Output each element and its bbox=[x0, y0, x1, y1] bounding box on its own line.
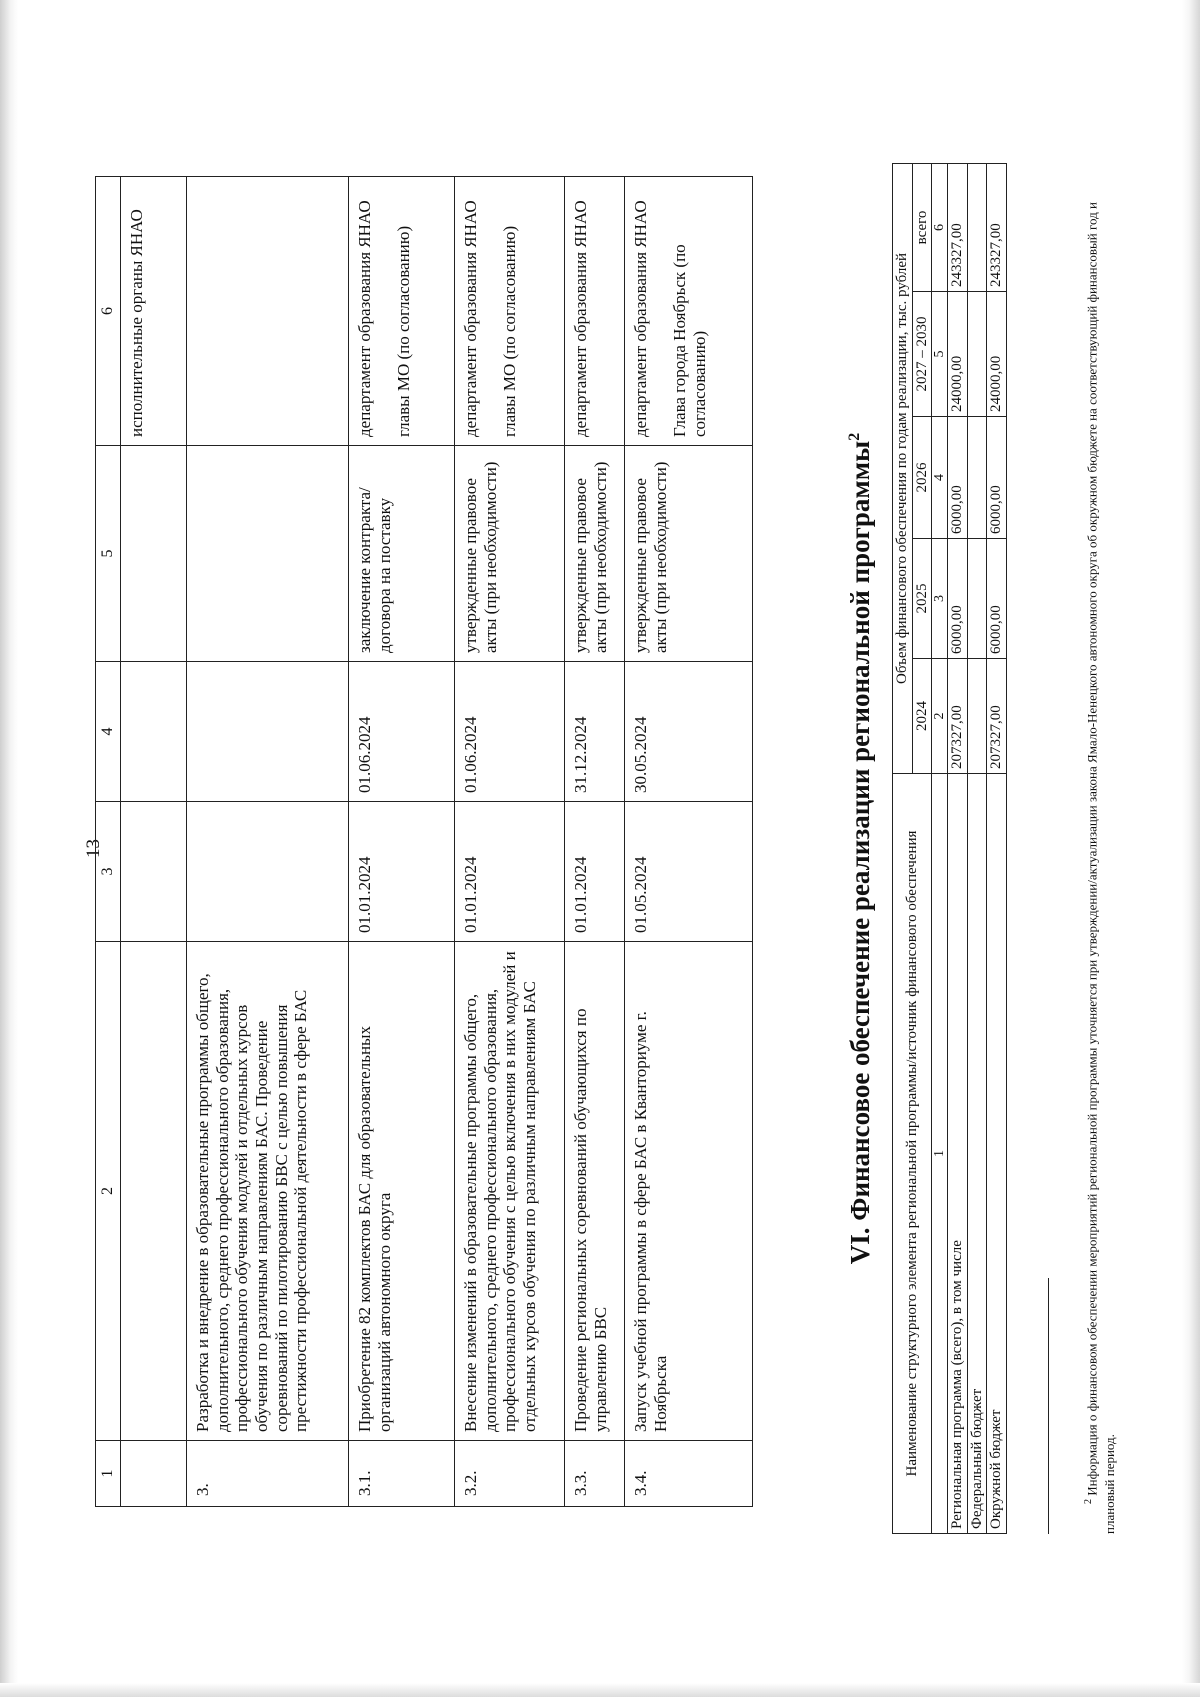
plan-col-header: 2 bbox=[96, 942, 121, 1441]
fin-source-name: Региональная программа (всего), в том числе bbox=[948, 774, 968, 1534]
plan-col-header: 5 bbox=[96, 446, 121, 662]
col-number: 2 bbox=[932, 659, 948, 774]
table-row bbox=[987, 163, 1007, 1533]
row-number: 3.2. bbox=[455, 1441, 565, 1507]
responsible-primary: департамент образования ЯНАО bbox=[631, 200, 651, 437]
plan-header-row bbox=[96, 177, 121, 1507]
section-title bbox=[845, 0, 876, 1697]
fin-value: 207327,00 bbox=[987, 659, 1007, 774]
plan-table bbox=[95, 176, 753, 1507]
table-row bbox=[948, 163, 968, 1533]
fin-source-name: Окружной бюджет bbox=[987, 774, 1007, 1534]
table-row bbox=[565, 177, 625, 1507]
footnote bbox=[1082, 164, 1118, 1534]
start-date: 01.05.2024 bbox=[625, 802, 753, 942]
financing-table bbox=[892, 163, 1007, 1534]
fin-value bbox=[967, 417, 987, 539]
fin-value: 6000,00 bbox=[948, 417, 968, 539]
responsible-cell: исполнительные органы ЯНАО bbox=[121, 177, 187, 446]
row-number: 3.1. bbox=[349, 1441, 455, 1507]
col-number: 1 bbox=[932, 774, 948, 1534]
fin-value: 243327,00 bbox=[948, 163, 968, 291]
result-cell: заключение контракта/договора на поставку bbox=[349, 446, 455, 662]
result-cell bbox=[187, 446, 349, 662]
fin-value: 207327,00 bbox=[948, 659, 968, 774]
start-date: 01.01.2024 bbox=[455, 802, 565, 942]
page-number: 13 bbox=[83, 839, 104, 858]
activity-cell: Проведение региональных соревнований обучающихся по управлению БВС bbox=[565, 942, 625, 1441]
row-number: 3.3. bbox=[565, 1441, 625, 1507]
responsible-cell bbox=[187, 177, 349, 446]
fin-header-row bbox=[893, 163, 913, 1533]
responsible-cell bbox=[455, 177, 565, 446]
row-number: 3. bbox=[187, 1441, 349, 1507]
fin-group-header: Объем финансового обеспечения по годам реализации, тыс. рублей bbox=[893, 163, 913, 773]
end-date: 01.06.2024 bbox=[349, 662, 455, 802]
activity-cell: Разработка и внедрение в образовательные программы общего, дополнительного, среднего профессионального образования, профессионального обучения модулей и отдельных курсов обучения по различным направлениям БАС. Проведение соревнований по пилотированию БВС с целью повышения престижности профессиональной деятельности в сфере БАС bbox=[187, 942, 349, 1441]
col-number: 4 bbox=[932, 417, 948, 539]
fin-name-header: Наименование структурного элемента региональной программы/источник финансового обеспечения bbox=[893, 774, 932, 1534]
col-number: 6 bbox=[932, 163, 948, 291]
plan-col-header: 1 bbox=[96, 1441, 121, 1507]
fin-col-numbers-row bbox=[932, 163, 948, 1533]
responsible-secondary: главы МО (по согласованию) bbox=[500, 225, 520, 437]
table-row bbox=[187, 177, 349, 1507]
fin-value bbox=[967, 659, 987, 774]
footnote-divider bbox=[1048, 1278, 1049, 1534]
fin-value bbox=[967, 539, 987, 659]
activity-cell: Запуск учебной программы в сфере БАС в Кванториуме г. Ноябрьска bbox=[625, 942, 753, 1441]
result-cell: утвержденные правовое акты (при необходимости) bbox=[455, 446, 565, 662]
plan-col-header: 4 bbox=[96, 662, 121, 802]
table-row bbox=[349, 177, 455, 1507]
end-date: 01.06.2024 bbox=[455, 662, 565, 802]
result-cell: утвержденные правовое акты (при необходимости) bbox=[625, 446, 753, 662]
plan-col-header: 3 bbox=[96, 802, 121, 942]
fin-source-name: Федеральный бюджет bbox=[967, 774, 987, 1534]
responsible-secondary: Глава города Ноябрьск (по согласованию) bbox=[670, 244, 710, 437]
footnote-text: Информация о финансовом обеспечении мероприятий региональной программы уточняется при утверждении/актуализации закона Ямало-Ненецкого автономного округа об окружном бюджете на соответствующий финансовый год и плановый период. bbox=[1084, 202, 1117, 1534]
start-date: 01.01.2024 bbox=[565, 802, 625, 942]
year-header: 2027 – 2030 bbox=[912, 292, 932, 417]
col-number: 5 bbox=[932, 292, 948, 417]
year-header: 2026 bbox=[912, 417, 932, 539]
responsible-primary: департамент образования ЯНАО bbox=[461, 200, 481, 437]
responsible-secondary: главы МО (по согласованию) bbox=[394, 225, 414, 437]
end-date: 31.12.2024 bbox=[565, 662, 625, 802]
table-row bbox=[121, 177, 187, 1507]
fin-value: 24000,00 bbox=[948, 292, 968, 417]
responsible-cell bbox=[349, 177, 455, 446]
footnote-reference: 2 bbox=[846, 432, 863, 441]
total-header: всего bbox=[912, 163, 932, 291]
fin-value: 6000,00 bbox=[948, 539, 968, 659]
activity-cell: Приобретение 82 комплектов БАС для образовательных организаций автономного округа bbox=[349, 942, 455, 1441]
row-number: 3.4. bbox=[625, 1441, 753, 1507]
footnote-mark: 2 bbox=[1083, 1499, 1094, 1504]
year-header: 2025 bbox=[912, 539, 932, 659]
end-date: 30.05.2024 bbox=[625, 662, 753, 802]
table-row bbox=[967, 163, 987, 1533]
end-date bbox=[187, 662, 349, 802]
section-title-text: VI. Финансовое обеспечение реализации региональной программы bbox=[845, 440, 875, 1265]
fin-value: 6000,00 bbox=[987, 417, 1007, 539]
table-row bbox=[625, 177, 753, 1507]
result-cell: утвержденные правовое акты (при необходимости) bbox=[565, 446, 625, 662]
start-date: 01.01.2024 bbox=[349, 802, 455, 942]
fin-value bbox=[967, 163, 987, 291]
col-number: 3 bbox=[932, 539, 948, 659]
responsible-cell bbox=[625, 177, 753, 446]
table-row bbox=[455, 177, 565, 1507]
year-header: 2024 bbox=[912, 659, 932, 774]
fin-value: 24000,00 bbox=[987, 292, 1007, 417]
start-date bbox=[187, 802, 349, 942]
plan-col-header: 6 bbox=[96, 177, 121, 446]
responsible-primary: департамент образования ЯНАО bbox=[355, 200, 375, 437]
fin-value: 243327,00 bbox=[987, 163, 1007, 291]
fin-value: 6000,00 bbox=[987, 539, 1007, 659]
responsible-cell: департамент образования ЯНАО bbox=[565, 177, 625, 446]
activity-cell: Внесение изменений в образовательные программы общего, дополнительного, среднего профессионального образования, профессионального обучения с целью включения в них модулей и отдельных курсов обучения по различным направлениям БАС bbox=[455, 942, 565, 1441]
fin-value bbox=[967, 292, 987, 417]
